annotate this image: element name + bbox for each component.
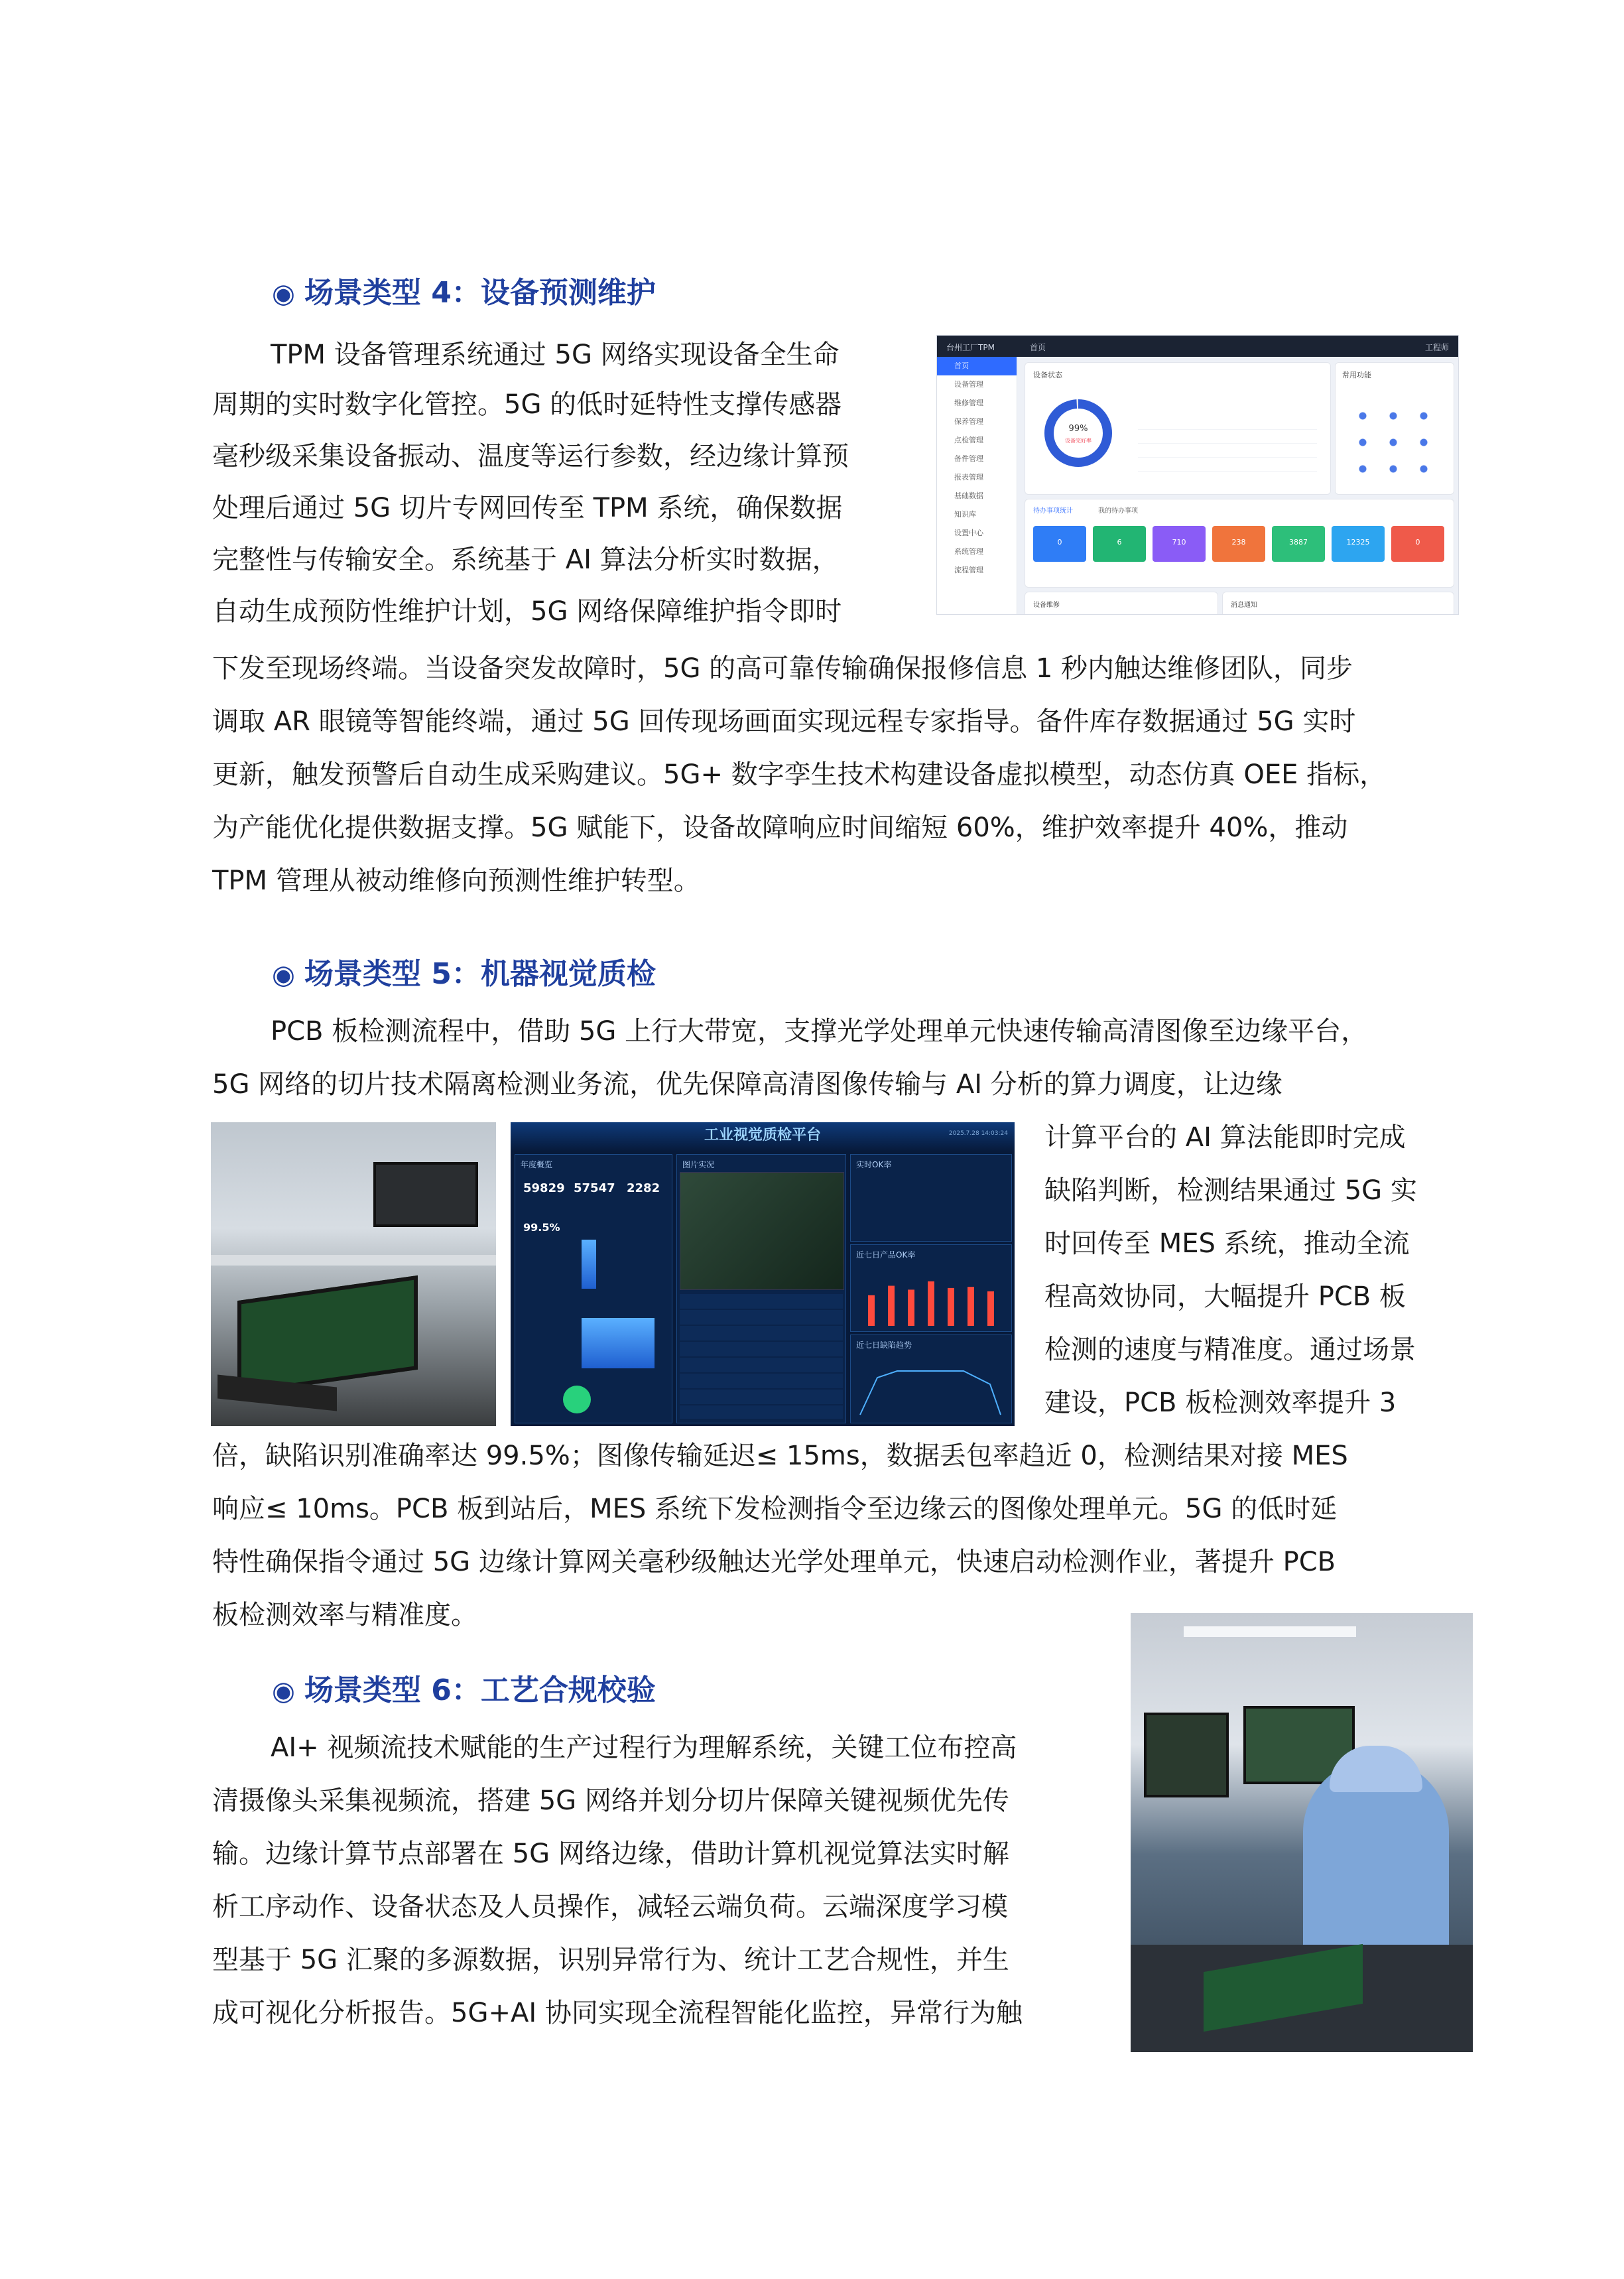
paragraph-line: 清摄像头采集视频流，搭建 5G 网络并划分切片保障关键视频优先传: [212, 1786, 1009, 1816]
section-heading-5: [272, 950, 656, 992]
tpm-stat-tile: [1332, 526, 1385, 562]
tpm-donut-subtitle: 设备完好率: [1065, 438, 1092, 444]
tpm-nav-item: 备件管理: [954, 454, 983, 463]
ok-rate-bar: [868, 1295, 875, 1326]
paragraph-line: 建设，PCB 板检测效率提升 3: [1044, 1388, 1397, 1418]
weekly-ok-panel: [850, 1244, 1012, 1332]
live-image-panel: [676, 1154, 846, 1423]
tpm-stat-tile: [1093, 526, 1146, 562]
overview-label: 年度概览: [521, 1160, 553, 1169]
paragraph-line: 响应≤ 10ms。PCB 板到站后，MES 系统下发检测指令至边缘云的图像处理单元。5G 的低时延: [212, 1494, 1338, 1524]
kpi-value: 59829: [523, 1181, 565, 1195]
heading-text: 场景类型 6：工艺合规校验: [304, 1673, 656, 1707]
paragraph-line: 检测的速度与精准度。通过场景: [1044, 1335, 1416, 1365]
realtime-ok-panel: [850, 1154, 1012, 1242]
tpm-status-title: 设备状态: [1033, 371, 1062, 379]
paragraph-line: 型基于 5G 汇聚的多源数据，识别异常行为、统计工艺合规性，并生: [212, 1945, 1009, 1975]
tpm-function-icons: [1347, 403, 1440, 476]
tpm-notice-card: [1222, 592, 1454, 615]
tpm-nav-item: 基础数据: [954, 491, 983, 500]
worker-inspection-photo: [1131, 1613, 1473, 2052]
tpm-dashboard-screenshot: [936, 335, 1459, 615]
ok-rate-bar: [987, 1291, 994, 1326]
tpm-stat-tile: [1212, 526, 1265, 562]
paragraph-line: 板检测效率与精准度。: [212, 1600, 477, 1630]
ok-rate-bar: [968, 1287, 974, 1326]
tpm-todo-tab: 待办事项统计: [1033, 507, 1073, 515]
paragraph-line: 程高效协同，大幅提升 PCB 板: [1044, 1281, 1406, 1312]
tpm-stat-value: 710: [1172, 538, 1186, 547]
paragraph-line: 析工序动作、设备状态及人员操作，减轻云端负荷。云端深度学习模: [212, 1892, 1008, 1922]
tpm-donut-percent: 99%: [1068, 424, 1088, 434]
monthly-bar: [582, 1318, 655, 1368]
paragraph-line: 5G 网络的切片技术隔离检测业务流，优先保障高清图像传输与 AI 分析的算力调度，让边缘: [212, 1069, 1282, 1100]
pcb-board-shape: [237, 1275, 418, 1395]
paragraph-line: 输。边缘计算节点部署在 5G 网络边缘，借助计算机视觉算法实时解: [212, 1839, 1009, 1869]
weekly-ok-label: 近七日产品OK率: [856, 1250, 916, 1260]
heading-text: 场景类型 5：机器视觉质检: [304, 957, 656, 991]
paragraph-line: 调取 AR 眼镜等智能终端，通过 5G 回传现场画面实现远程专家指导。备件库存数据通过 5G 实时: [212, 706, 1356, 737]
tpm-status-card: [1025, 362, 1331, 495]
paragraph-line: 特性确保指令通过 5G 边缘计算网关毫秒级触达光学处理单元，快速启动检测作业，著提升 PCB: [212, 1547, 1336, 1577]
pcb-inspection-photo: [211, 1122, 496, 1426]
monitor-shape: [373, 1162, 478, 1227]
ok-rate-bar: [908, 1289, 914, 1326]
tpm-stat-tile: [1153, 526, 1206, 562]
ok-rate-bar: [948, 1288, 954, 1326]
tpm-nav-item: 报表管理: [954, 473, 983, 482]
ok-rate-bar: [928, 1281, 934, 1326]
weekly-ok-bar-chart: [857, 1266, 1003, 1326]
tpm-stat-value: 0: [1057, 538, 1062, 547]
paragraph-line: 成可视化分析报告。5G+AI 协同实现全流程智能化监控，异常行为触: [212, 1998, 1023, 2028]
tpm-stat-tile: [1391, 526, 1444, 562]
tpm-nav-item: 设备管理: [954, 380, 983, 389]
tpm-stat-value: 238: [1231, 538, 1246, 547]
paragraph-line: 更新，触发预警后自动生成采购建议。5G+ 数字孪生技术构建设备虚拟模型，动态仿真 OEE 指标，: [212, 759, 1387, 790]
yearly-bar: [582, 1240, 596, 1289]
section-heading-4: [272, 269, 656, 311]
ceiling-light: [1184, 1626, 1356, 1637]
bullet-icon: ◉: [272, 279, 295, 309]
realtime-ok-label: 实时OK率: [856, 1160, 892, 1169]
paragraph-line: 毫秒级采集设备振动、温度等运行参数，经边缘计算预: [212, 441, 849, 472]
tpm-repair-title: 设备维修: [1033, 602, 1060, 609]
tpm-stat-value: 3887: [1289, 538, 1308, 547]
tpm-app-title: 台州工厂TPM: [946, 343, 995, 352]
tpm-repair-card: [1025, 592, 1218, 615]
bullet-icon: ◉: [272, 1676, 295, 1707]
vision-title: 工业视觉质检平台: [511, 1122, 1015, 1151]
tpm-stat-tile: [1033, 526, 1086, 562]
overview-panel: [515, 1154, 672, 1423]
paragraph-line: TPM 管理从被动维修向预测性维护转型。: [212, 866, 700, 896]
live-image-label: 图片实况: [682, 1160, 715, 1169]
tpm-topbar: [937, 336, 1458, 357]
vision-qc-dashboard: [511, 1122, 1015, 1426]
defect-trend-line: [857, 1358, 1003, 1417]
paragraph-line: 处理后通过 5G 切片专网回传至 TPM 系统，确保数据: [212, 493, 843, 523]
tpm-nav-item: 知识库: [954, 510, 976, 519]
tpm-nav-item: 流程管理: [954, 566, 983, 574]
pass-rate-circle: [563, 1386, 591, 1413]
monitor-shape: [1144, 1713, 1229, 1797]
paragraph-line: 自动生成预防性维护计划，5G 网络保障维护指令即时: [212, 596, 842, 627]
tpm-notice-title: 消息通知: [1231, 602, 1257, 609]
tpm-stat-tile: [1272, 526, 1325, 562]
section-heading-6: [272, 1666, 656, 1709]
paragraph-line: 倍，缺陷识别准确率达 99.5%；图像传输延迟≤ 15ms，数据丢包率趋近 0，检测结果对接 MES: [212, 1441, 1348, 1471]
tpm-nav-item: 维修管理: [954, 399, 983, 407]
paragraph-line: 下发至现场终端。当设备突发故障时，5G 的高可靠传输确保报修信息 1 秒内触达维修团队，同步: [212, 653, 1353, 684]
tpm-nav-item: 点检管理: [954, 436, 983, 444]
tpm-common-title: 常用功能: [1342, 371, 1371, 379]
kpi-value: 57547: [574, 1181, 615, 1195]
ok-rate-bar: [888, 1286, 895, 1326]
paragraph-line: 为产能优化提供数据支撑。5G 赋能下，设备故障响应时间缩短 60%，维护效率提升 40%，推动: [212, 813, 1348, 843]
defect-trend-panel: [850, 1335, 1012, 1423]
tpm-sidebar: [937, 357, 1017, 614]
kpi-value: 2282: [627, 1181, 660, 1195]
tpm-tab: 首页: [1030, 343, 1046, 352]
defect-trend-label: 近七日缺陷趋势: [856, 1340, 912, 1350]
tpm-nav-item: 设置中心: [954, 529, 983, 537]
paragraph-line: TPM 设备管理系统通过 5G 网络实现设备全生命: [271, 340, 840, 370]
pcb-live-image: [680, 1172, 844, 1290]
paragraph-line: 周期的实时数字化管控。5G 的低时延特性支撑传感器: [212, 389, 842, 420]
tpm-stat-value: 6: [1117, 538, 1122, 547]
tpm-todo-tab: 我的待办事项: [1098, 507, 1138, 515]
result-table: [680, 1294, 843, 1419]
tpm-stat-value: 0: [1415, 538, 1420, 547]
tpm-user: 工程师: [1424, 343, 1449, 352]
paragraph-line: 缺陷判断，检测结果通过 5G 实: [1044, 1175, 1417, 1206]
heading-text: 场景类型 4：设备预测维护: [304, 276, 656, 310]
paragraph-line: 时回传至 MES 系统，推动全流: [1044, 1228, 1410, 1259]
ok-rate-value: 99.5%: [523, 1221, 560, 1234]
tpm-nav-item: 系统管理: [954, 547, 983, 556]
vision-time: 2025.7.28 14:03:24: [948, 1130, 1008, 1137]
tpm-common-card: [1335, 362, 1454, 495]
tpm-todo-card: [1025, 499, 1454, 588]
paragraph-line: PCB 板检测流程中，借助 5G 上行大带宽，支撑光学处理单元快速传输高清图像至边缘平台，: [271, 1016, 1368, 1047]
tpm-stat-value: 12325: [1346, 538, 1370, 547]
paragraph-line: 完整性与传输安全。系统基于 AI 算法分析实时数据，: [212, 545, 839, 575]
frame-bar: [211, 1255, 496, 1266]
paragraph-line: 计算平台的 AI 算法能即时完成: [1044, 1122, 1406, 1153]
bullet-icon: ◉: [272, 960, 295, 990]
tpm-nav-item: 保养管理: [954, 417, 983, 426]
paragraph-line: AI+ 视频流技术赋能的生产过程行为理解系统，关键工位布控高: [271, 1732, 1017, 1763]
tpm-status-table: [1138, 416, 1317, 472]
tpm-nav-item: 首页: [937, 357, 1017, 375]
